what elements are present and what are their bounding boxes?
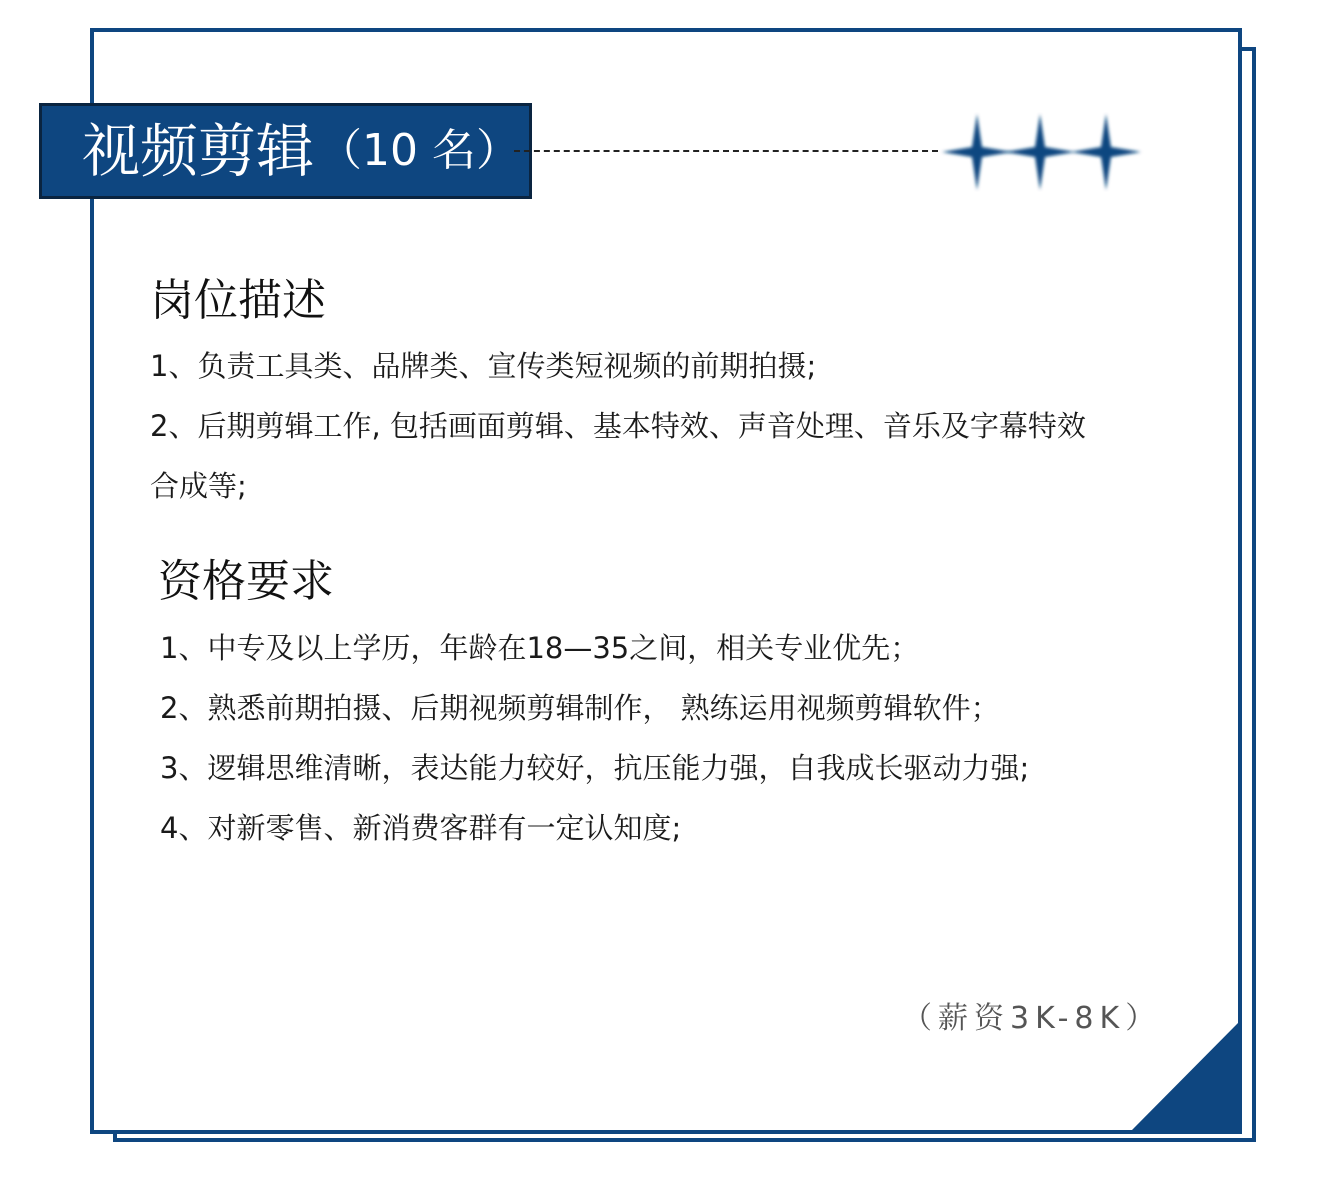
- salary-range: （薪资3K-8K）: [902, 1001, 1162, 1036]
- title-banner: [39, 103, 532, 199]
- job-description-line-3: 合成等;: [150, 469, 247, 503]
- requirements-heading: 资格要求: [158, 556, 334, 607]
- requirements-line-1: 1、中专及以上学历，年龄在18—35之间，相关专业优先；: [160, 631, 920, 665]
- requirements-line-2: 2、熟悉前期拍摄、后期视频剪辑制作， 熟练运用视频剪辑软件；: [160, 691, 1000, 725]
- star-icon: [942, 114, 1012, 190]
- job-description-line-1: 1、负责工具类、品牌类、宣传类短视频的前期拍摄;: [150, 349, 817, 383]
- requirements-line-3: 3、逻辑思维清晰，表达能力较好，抗压能力强，自我成长驱动力强;: [160, 751, 1030, 785]
- star-icon: [1071, 114, 1141, 190]
- headcount: （10 名）: [318, 125, 520, 176]
- job-description-heading: 岗位描述: [150, 275, 326, 326]
- job-description-line-2: 2、后期剪辑工作, 包括画面剪辑、基本特效、声音处理、音乐及字幕特效: [150, 409, 1086, 443]
- star-icon: [1005, 114, 1075, 190]
- stars-decoration: [940, 112, 1150, 192]
- job-title: 视频剪辑: [82, 117, 315, 185]
- requirements-line-4: 4、对新零售、新消费客群有一定认知度;: [160, 811, 682, 845]
- dashed-divider: [514, 150, 938, 152]
